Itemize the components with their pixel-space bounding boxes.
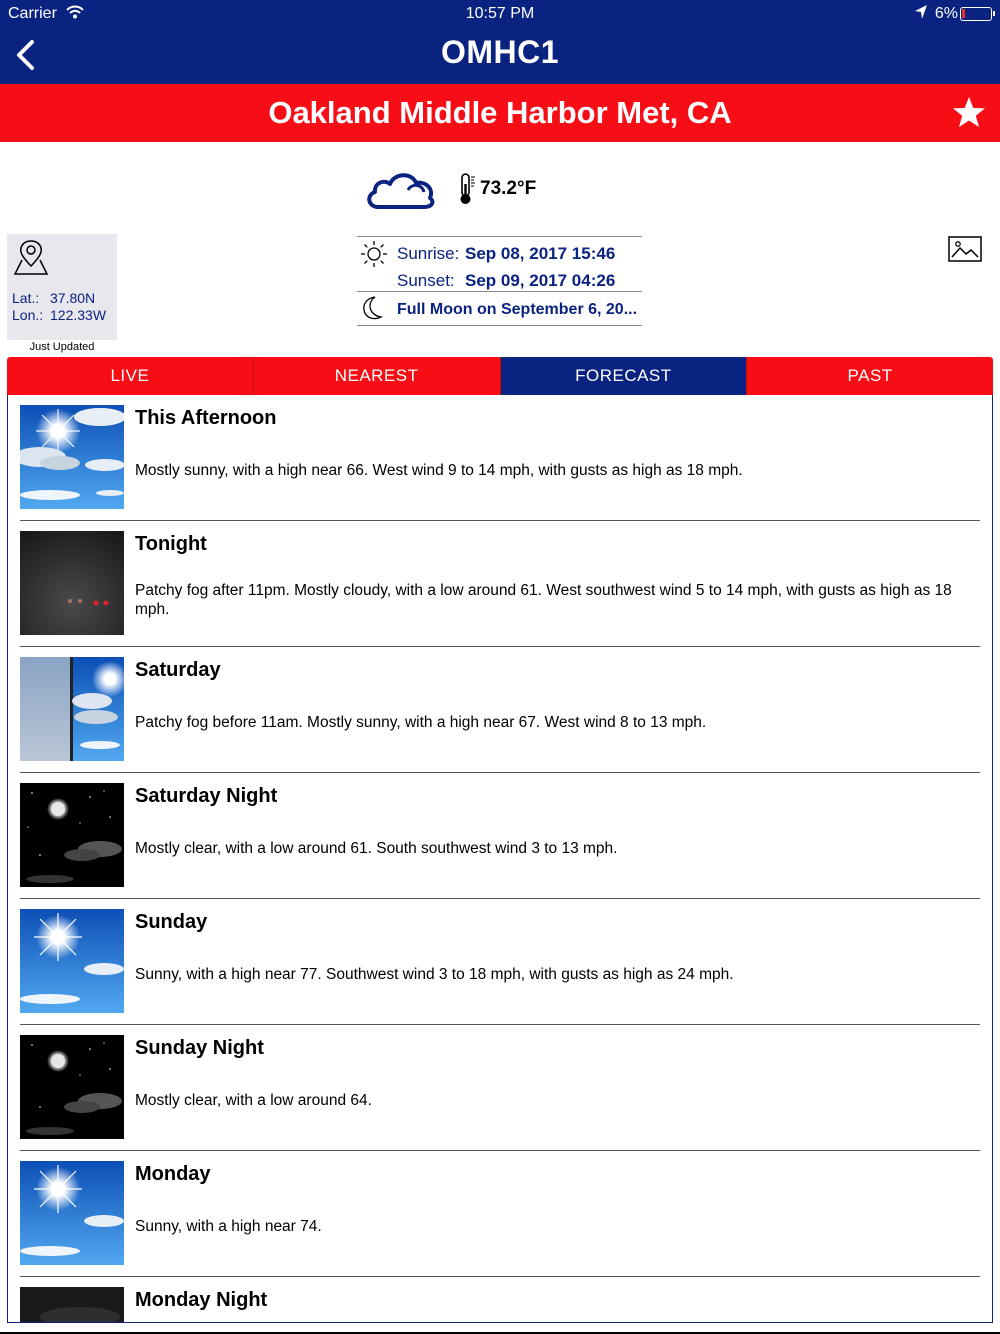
carrier-label: Carrier [8, 5, 57, 22]
thermometer-icon [457, 172, 477, 206]
sunrise-time: Sunrise: Sep 08, 2017 15:46 [397, 244, 616, 263]
latitude: Lat.: 37.80N [12, 290, 96, 306]
forecast-title: Sunday Night [135, 1037, 264, 1059]
image-icon[interactable] [948, 236, 982, 262]
current-temperature: 73.2°F [480, 178, 537, 199]
cloudy-night-icon [20, 1287, 124, 1323]
forecast-description: Mostly clear, with a low around 64. [135, 1092, 372, 1109]
sunny-icon [20, 1161, 124, 1265]
cloud-icon [364, 168, 436, 210]
favorite-star-icon[interactable] [952, 96, 986, 130]
forecast-list[interactable] [7, 395, 993, 1323]
forecast-description: Mostly sunny, with a high near 66. West wind 9 to 14 mph, with gusts as high as 18 mph. [135, 462, 743, 479]
forecast-item[interactable] [20, 647, 980, 773]
forecast-title: Saturday Night [135, 785, 278, 807]
partly-sunny-icon [20, 405, 124, 509]
page-title: OMHC1 [440, 34, 560, 70]
forecast-item[interactable] [20, 899, 980, 1025]
forecast-title: Saturday [135, 659, 221, 681]
forecast-title: Sunday [135, 911, 208, 933]
forecast-description: Mostly clear, with a low around 61. South southwest wind 3 to 13 mph. [135, 840, 618, 857]
tab-live[interactable]: LIVE [7, 357, 254, 395]
clear-night-icon [20, 783, 124, 887]
update-status: Just Updated [29, 341, 95, 353]
top-bar [0, 0, 1000, 84]
sun-moon-info [357, 236, 642, 326]
moon-icon [361, 295, 385, 321]
forecast-title: This Afternoon [135, 407, 277, 429]
battery-icon [960, 7, 992, 21]
station-bar [0, 84, 1000, 142]
moon-phase: Full Moon on September 6, 20... [397, 301, 638, 318]
forecast-item[interactable] [20, 773, 980, 899]
forecast-item[interactable] [20, 1025, 980, 1151]
forecast-item[interactable] [20, 395, 980, 521]
clock: 10:57 PM [465, 5, 535, 22]
forecast-title: Monday Night [135, 1289, 268, 1311]
forecast-description: Patchy fog before 11am. Mostly sunny, with a high near 67. West wind 8 to 13 mph. [135, 714, 707, 731]
forecast-description: Patchy fog after 11pm. Mostly cloudy, with a low around 61. West southwest wind 5 to 14 mph, with gusts as high as 18 mph. [135, 582, 952, 618]
sun-icon [360, 240, 388, 268]
tab-forecast[interactable]: FORECAST [501, 357, 748, 395]
fog-night-icon [20, 531, 124, 635]
status-bar [0, 0, 1000, 28]
station-name: Oakland Middle Harbor Met, CA [268, 95, 732, 130]
forecast-title: Monday [135, 1163, 211, 1185]
forecast-description: Sunny, with a high near 74. [135, 1218, 322, 1235]
clear-night-icon [20, 1035, 124, 1139]
forecast-item[interactable] [20, 1151, 980, 1277]
map-pin-icon [13, 238, 49, 276]
longitude: Lon.: 122.33W [12, 307, 107, 323]
tab-nearest[interactable]: NEAREST [254, 357, 501, 395]
location-arrow-icon [914, 4, 928, 20]
battery-percent: 6% [934, 5, 958, 22]
forecast-item[interactable] [20, 521, 980, 647]
forecast-title: Tonight [135, 533, 207, 555]
forecast-item[interactable] [20, 1277, 980, 1323]
sunset-time: Sunset: Sep 09, 2017 04:26 [397, 271, 616, 290]
tab-past[interactable]: PAST [747, 357, 993, 395]
forecast-description: Sunny, with a high near 77. Southwest wind 3 to 18 mph, with gusts as high as 24 mph. [135, 966, 734, 983]
location-box[interactable] [7, 234, 117, 340]
fog-then-sunny-icon [20, 657, 124, 761]
tab-bar [7, 357, 993, 395]
sunny-icon [20, 909, 124, 1013]
